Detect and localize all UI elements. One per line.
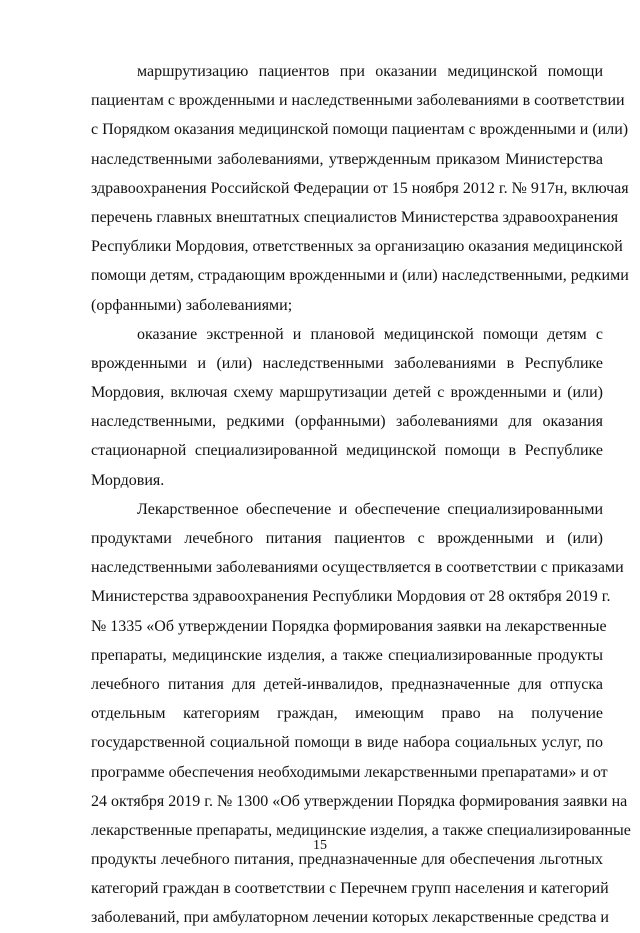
text-line: наследственными заболеваниями осуществляется в соответствии с приказами: [91, 559, 624, 577]
page-number: 15: [313, 838, 327, 853]
text-line: Республики Мордовия, ответственных за организацию оказания медицинской: [91, 238, 623, 256]
text-line: Лекарственное обеспечение и обеспечение специализированными: [137, 500, 603, 518]
text-line: заболеваний, при амбулаторном лечении которых лекарственные средства и: [91, 909, 609, 927]
text-line: № 1335 «Об утверждении Порядка формирования заявки на лекарственные: [91, 617, 607, 635]
text-line: перечень главных внештатных специалистов Министерства здравоохранения: [91, 208, 619, 226]
text-line: Министерства здравоохранения Республики Мордовия от 28 октября 2019 г.: [91, 588, 611, 606]
text-line: программе обеспечения необходимыми лекарственными препаратами» и от: [91, 763, 608, 781]
text-line: наследственными, редкими (орфанными) заболеваниями для оказания: [91, 413, 603, 431]
text-line: лечебного питания для детей-инвалидов, предназначенные для отпуска: [91, 675, 603, 693]
text-line: помощи детям, страдающим врожденными и (или) наследственными, редкими: [91, 267, 629, 285]
text-line: врожденными и (или) наследственными заболеваниями в Республике: [91, 354, 603, 372]
text-line: продукты лечебного питания, предназначенные для обеспечения льготных: [91, 851, 603, 869]
text-line: (орфанными) заболеваниями;: [91, 296, 293, 314]
text-line: Мордовия, включая схему маршрутизации детей с врожденными и (или): [91, 384, 603, 402]
text-line: 24 октября 2019 г. № 1300 «Об утверждении Порядка формирования заявки на: [91, 792, 628, 810]
text-line: государственной социальной помощи в виде набора социальных услуг, по: [91, 734, 603, 752]
text-line: отдельным категориям граждан, имеющим право на получение: [91, 705, 603, 723]
text-line: наследственными заболеваниями, утвержденным приказом Министерства: [91, 150, 603, 168]
text-line: Мордовия.: [91, 471, 165, 489]
text-line: с Порядком оказания медицинской помощи пациентам с врожденными и (или): [91, 121, 629, 139]
text-line: лекарственные препараты, медицинские изделия, а также специализированные: [91, 821, 631, 839]
text-line: маршрутизацию пациентов при оказании медицинской помощи: [137, 63, 603, 80]
text-line: продуктами лечебного питания пациентов с врожденными и (или): [91, 530, 603, 547]
text-line: стационарной специализированной медицинской помощи в Республике: [91, 442, 603, 460]
text-line: пациентам с врожденными и наследственными заболеваниями в соответствии: [91, 92, 625, 110]
text-line: препараты, медицинские изделия, а также специализированные продукты: [91, 646, 603, 664]
text-line: оказание экстренной и плановой медицинской помощи детям с: [137, 325, 603, 343]
text-line: здравоохранения Российской Федерации от 15 ноября 2012 г. № 917н, включая: [91, 179, 629, 197]
body-text: [91, 57, 631, 933]
text-line: категорий граждан в соответствии с Перечнем групп населения и категорий: [91, 880, 609, 898]
